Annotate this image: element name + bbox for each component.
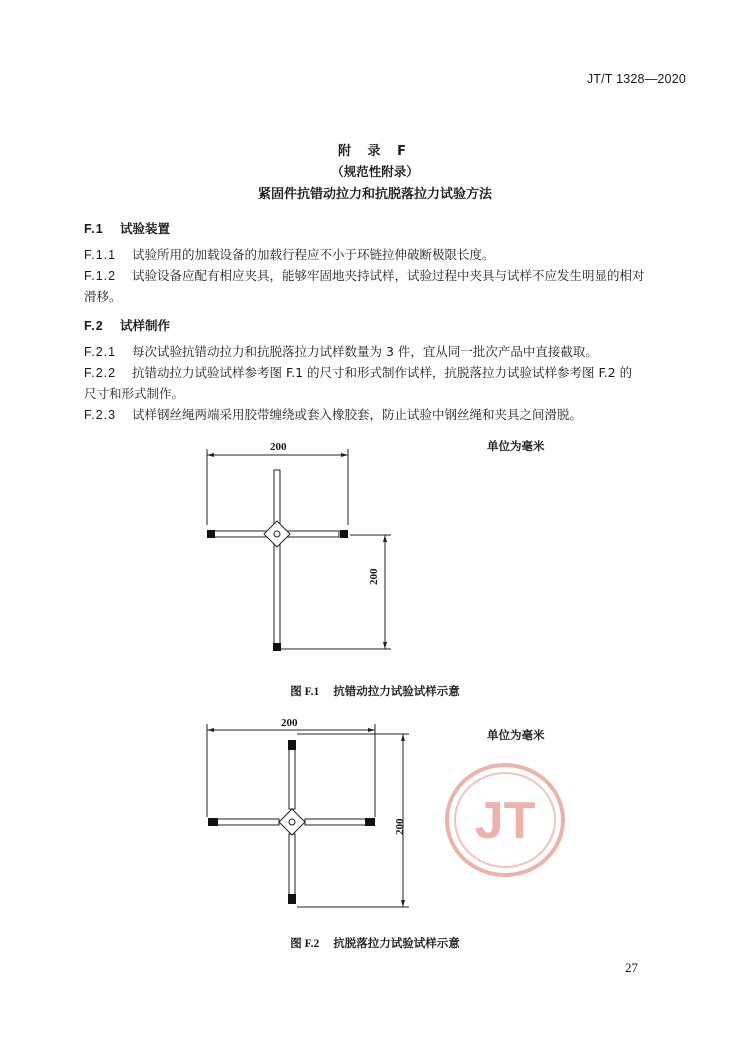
clause-text: 每次试验抗错动拉力和抗脱落拉力试样数量为 3 件，宜从同一批次产品中直接截取。 xyxy=(132,344,598,359)
clause-text: 试验所用的加载设备的加载行程应不小于环链拉伸破断极限长度。 xyxy=(132,247,495,262)
clause-number: F.2.1 xyxy=(84,345,117,359)
clause-f23 xyxy=(84,404,674,426)
figure-f2-width-label: 200 xyxy=(281,717,298,729)
figure-f2-diagram xyxy=(195,712,415,917)
figure-f1-diagram xyxy=(195,435,395,660)
section-heading-f2 xyxy=(84,316,170,334)
section-number: F.1 xyxy=(84,222,104,236)
standard-number: JT/T 1328—2020 xyxy=(586,72,686,86)
appendix-name: 紧固件抗错动拉力和抗脱落拉力试验方法 xyxy=(257,187,492,202)
clause-f22 xyxy=(84,362,674,384)
clause-f12 xyxy=(84,265,674,287)
figure-title: 抗脱落拉力试验试样示意 xyxy=(333,936,460,950)
figure-label: 图 F.1 xyxy=(290,686,320,698)
clause-number: F.1.2 xyxy=(84,269,117,283)
section-title: 试验装置 xyxy=(120,221,171,236)
clause-number: F.1.1 xyxy=(84,248,117,262)
clause-f11 xyxy=(84,244,674,266)
figure-f2-caption xyxy=(0,935,750,951)
clause-f12-continuation: 滑移。 xyxy=(84,289,122,304)
figure-f1-unit: 单位为毫米 xyxy=(487,439,545,453)
section-heading-f1 xyxy=(84,219,170,237)
figure-f1-caption xyxy=(0,683,750,699)
page-number: 27 xyxy=(625,960,638,975)
clause-number: F.2.3 xyxy=(84,408,117,422)
appendix-title: 附 录 F xyxy=(338,144,412,159)
figure-f1-width-label: 200 xyxy=(270,441,287,453)
figure-f2-height-label: 200 xyxy=(394,818,406,835)
svg-text:JT: JT xyxy=(474,792,536,850)
section-title: 试样制作 xyxy=(120,318,171,333)
jt-watermark-logo xyxy=(440,755,570,885)
section-number: F.2 xyxy=(84,319,104,333)
clause-text: 试验设备应配有相应夹具，能够牢固地夹持试样，试验过程中夹具与试样不应发生明显的相对 xyxy=(132,268,645,283)
clause-text: 抗错动拉力试验试样参考图 F.1 的尺寸和形式制作试样，抗脱落拉力试验试样参考图 F.2 的 xyxy=(132,365,633,380)
appendix-nature: （规范性附录） xyxy=(331,164,419,179)
figure-f2-unit: 单位为毫米 xyxy=(487,728,545,742)
clause-text: 试样钢丝绳两端采用胶带缠绕或套入橡胶套，防止试验中钢丝绳和夹具之间滑脱。 xyxy=(132,407,583,422)
figure-title: 抗错动拉力试验试样示意 xyxy=(333,684,460,698)
clause-f22-continuation: 尺寸和形式制作。 xyxy=(84,386,185,401)
figure-label: 图 F.2 xyxy=(290,938,320,950)
clause-f21 xyxy=(84,341,674,363)
figure-f1-height-label: 200 xyxy=(368,568,380,585)
clause-number: F.2.2 xyxy=(84,366,117,380)
